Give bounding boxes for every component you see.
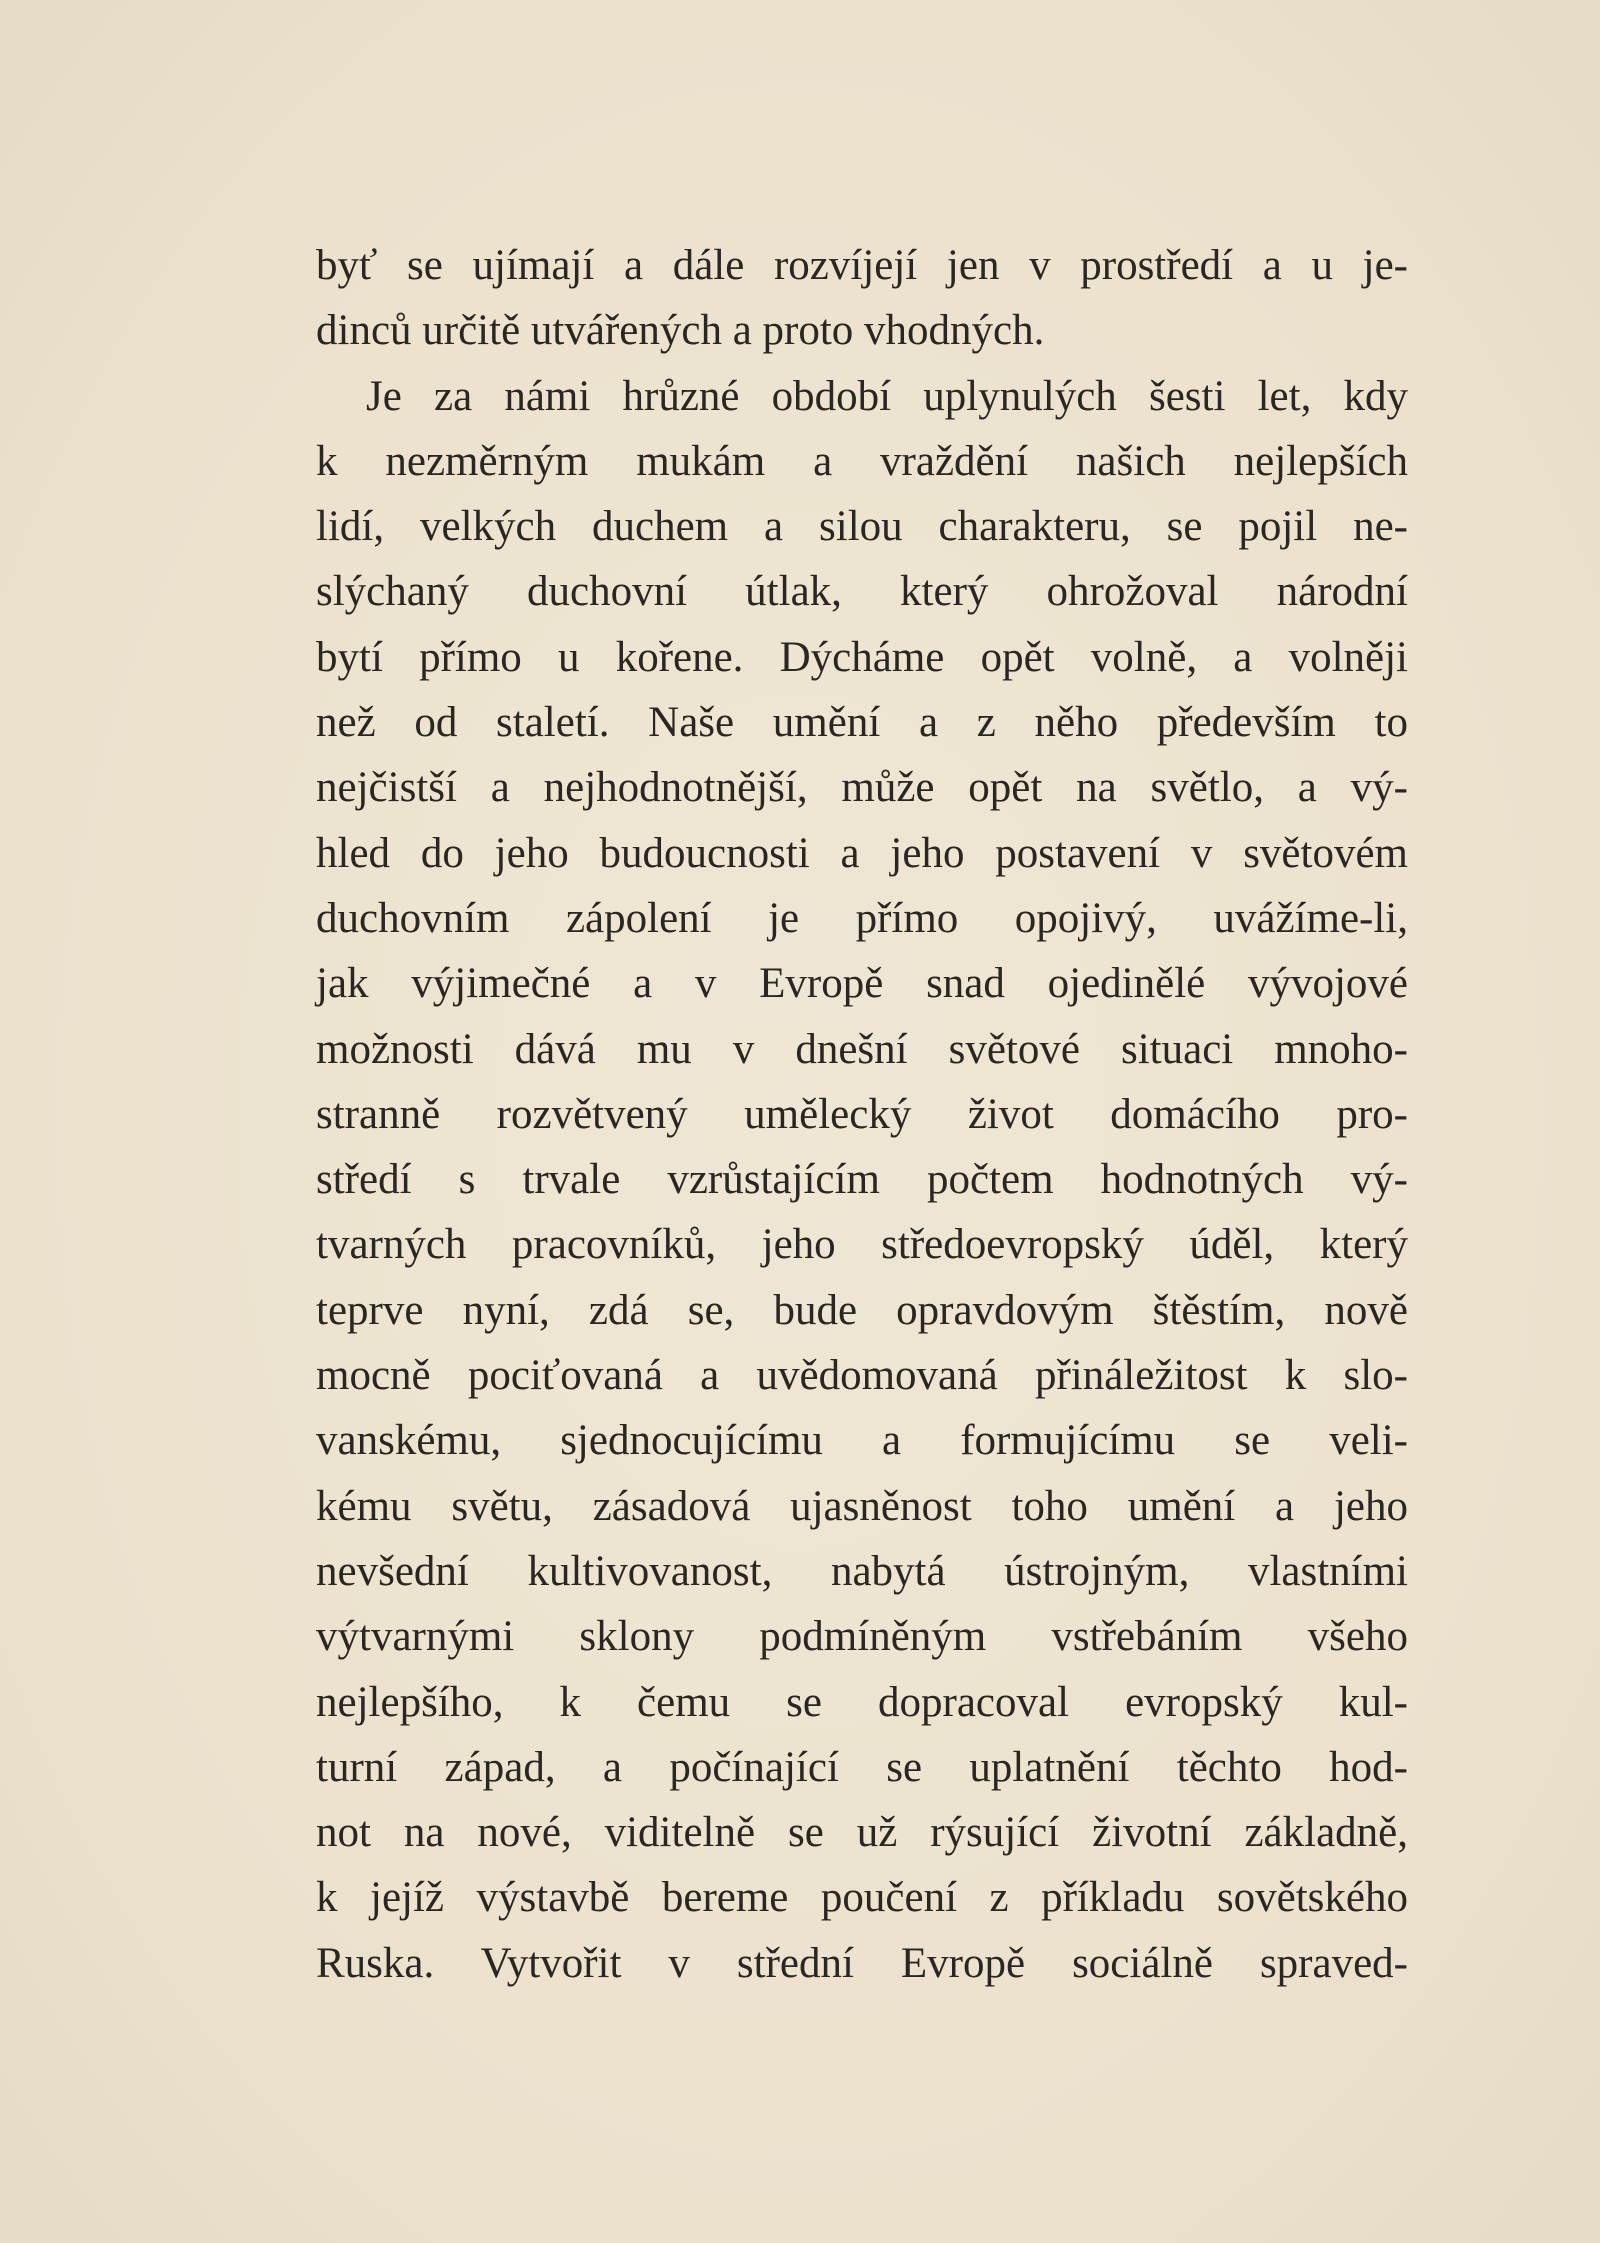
text-line: not na nové, viditelně se už rýsující životní základně,: [316, 1809, 1408, 1857]
text-line: k jejíž výstavbě bereme poučení z příkladu sovětského: [316, 1874, 1408, 1922]
text-line: hled do jeho budoucnosti a jeho postavení v světovém: [316, 829, 1408, 877]
text-line: bytí přímo u kořene. Dýcháme opět volně, a volněji: [316, 633, 1408, 681]
text-line: nejčistší a nejhodnotnější, může opět na světlo, a vý-: [316, 764, 1408, 812]
text-line: Je za námi hrůzné období uplynulých šesti let, kdy: [366, 372, 1408, 420]
text-line: lidí, velkých duchem a silou charakteru, se pojil ne-: [316, 503, 1408, 551]
text-line: Ruska. Vytvořit v střední Evropě sociálně spraved-: [316, 1939, 1408, 1987]
text-line: dinců určitě utvářených a proto vhodných.: [316, 307, 1045, 355]
text-line: středí s trvale vzrůstajícím počtem hodnotných vý-: [316, 1156, 1408, 1204]
text-line: teprve nyní, zdá se, bude opravdovým štěstím, nově: [316, 1286, 1408, 1334]
text-line: duchovním zápolení je přímo opojivý, uvážíme-li,: [316, 894, 1408, 942]
text-line: byť se ujímají a dále rozvíjejí jen v prostředí a u je-: [316, 242, 1408, 289]
text-line: než od staletí. Naše umění a z něho především to: [316, 699, 1408, 747]
text-line: vanskému, sjednocujícímu a formujícímu se veli-: [316, 1417, 1408, 1465]
text-line: turní západ, a počínající se uplatnění těchto hod-: [316, 1743, 1408, 1791]
text-line: kému světu, zásadová ujasněnost toho umění a jeho: [316, 1482, 1408, 1530]
text-line: stranně rozvětvený umělecký život domácího pro-: [316, 1090, 1408, 1138]
text-line: možnosti dává mu v dnešní světové situaci mnoho-: [316, 1025, 1408, 1073]
text-line: k nezměrným mukám a vraždění našich nejlepších: [316, 437, 1408, 485]
text-line: nejlepšího, k čemu se dopracoval evropský kul-: [316, 1678, 1408, 1726]
body-text: [316, 233, 1408, 1996]
text-line: jak výjimečné a v Evropě snad ojedinělé vývojové: [316, 960, 1408, 1008]
text-line: výtvarnými sklony podmíněným vstřebáním všeho: [316, 1613, 1408, 1661]
text-line: nevšední kultivovanost, nabytá ústrojným, vlastními: [316, 1547, 1408, 1595]
text-line: tvarných pracovníků, jeho středoevropský úděl, který: [316, 1221, 1408, 1269]
text-line: mocně pociťovaná a uvědomovaná přináležitost k slo-: [316, 1352, 1408, 1400]
text-line: slýchaný duchovní útlak, který ohrožoval národní: [316, 568, 1408, 616]
